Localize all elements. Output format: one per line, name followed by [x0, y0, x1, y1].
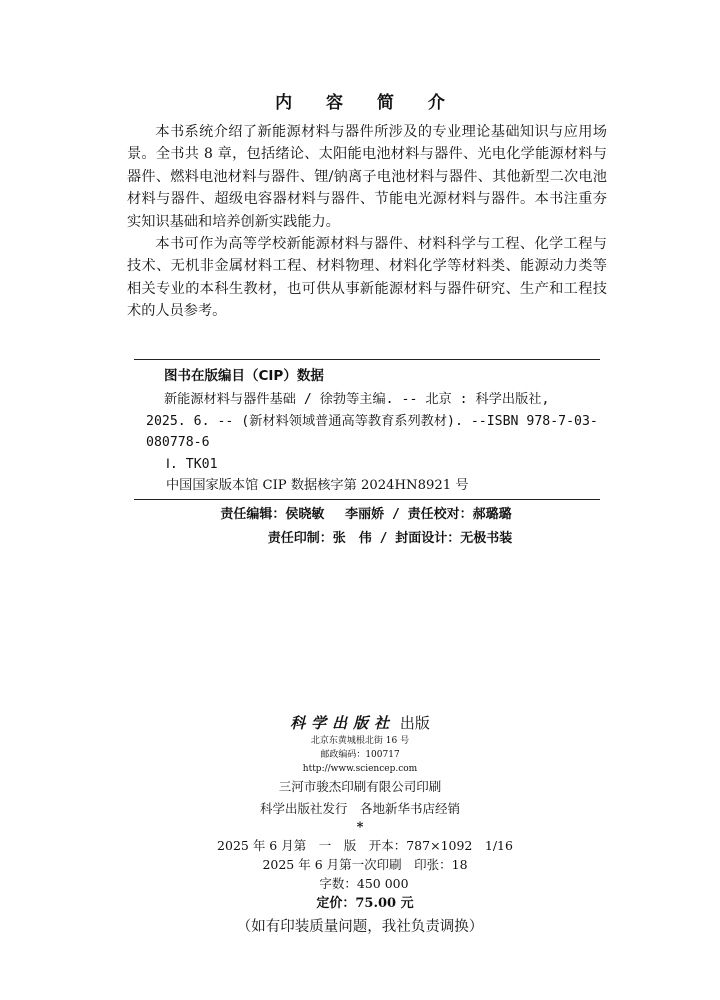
cip-record-first-line: 新能源材料与器件基础 / 徐勃等主编. -- 北京 : 科学出版社, — [164, 392, 550, 407]
cip-record-continuation: 2025. 6. -- (新材料领域普通高等教育系列教材). --ISBN 978-7-03-080778-6 — [146, 413, 598, 450]
edition-line: 2025 年 6 月第 一 版 开本：787×1092 1/16 — [217, 838, 513, 853]
printer-line: 三河市骏杰印刷有限公司印刷 — [278, 779, 442, 794]
intro-paragraph-1: 本书系统介绍了新能源材料与器件所涉及的专业理论基础知识与应用场景。全书共 8 章，包括绪论、太阳能电池材料与器件、光电化学能源材料与器件、燃料电池材料与器件、锂/钠离子电池材料与器件、其他新型二次电池材料与器件、超级电容器材料与器件、节能电光源材料与器件。本书注重夯实知识基础和培养创新实践能力。 — [127, 124, 607, 230]
imprint-block — [0, 712, 720, 940]
book-introduction — [127, 121, 607, 323]
intro-paragraph-2: 本书可作为高等学校新能源材料与器件、材料科学与工程、化学工程与技术、无机非金属材料工程、材料物理、材料化学等材料类、能源动力类等相关专业的本科生教材，也可供从事新能源材料与器件研究、生产和工程技术的人员参考。 — [127, 236, 607, 320]
cip-heading: 图书在版编目（CIP）数据 — [164, 368, 324, 384]
publisher-address: 北京东黄城根北街 16 号 — [310, 736, 410, 746]
cip-data-block — [134, 359, 600, 500]
separator-star: * — [356, 820, 364, 835]
distribution-line: 科学出版社发行 各地新华书店经销 — [259, 801, 460, 816]
publisher-line — [0, 712, 720, 734]
cip-record — [134, 389, 600, 454]
editors-line-2: 责任印制：张 伟 / 封面设计：无极书装 — [267, 531, 513, 546]
price-line: 定价：75.00 元 — [316, 896, 414, 911]
publisher-website: http://www.sciencep.com — [302, 764, 418, 774]
cip-approval-number: 中国国家版本馆 CIP 数据核字第 2024HN8921 号 — [166, 477, 469, 493]
printing-line: 2025 年 6 月第一次印刷 印张：18 — [262, 857, 468, 872]
publisher-name: 科学出版社 — [290, 714, 396, 732]
publisher-suffix: 出版 — [399, 714, 430, 732]
word-count-line: 字数：450 000 — [319, 876, 409, 891]
publisher-postcode: 邮政编码：100717 — [320, 750, 400, 760]
quality-notice: （如有印装质量问题，我社负责调换） — [236, 919, 484, 935]
cip-classification: Ⅰ. TK01 — [166, 456, 218, 472]
responsible-editors — [0, 503, 720, 551]
page-title: 内 容 简 介 — [275, 93, 459, 113]
editors-line-1: 责任编辑：侯晓敏 李丽娇 / 责任校对：郝璐璐 — [220, 507, 512, 522]
